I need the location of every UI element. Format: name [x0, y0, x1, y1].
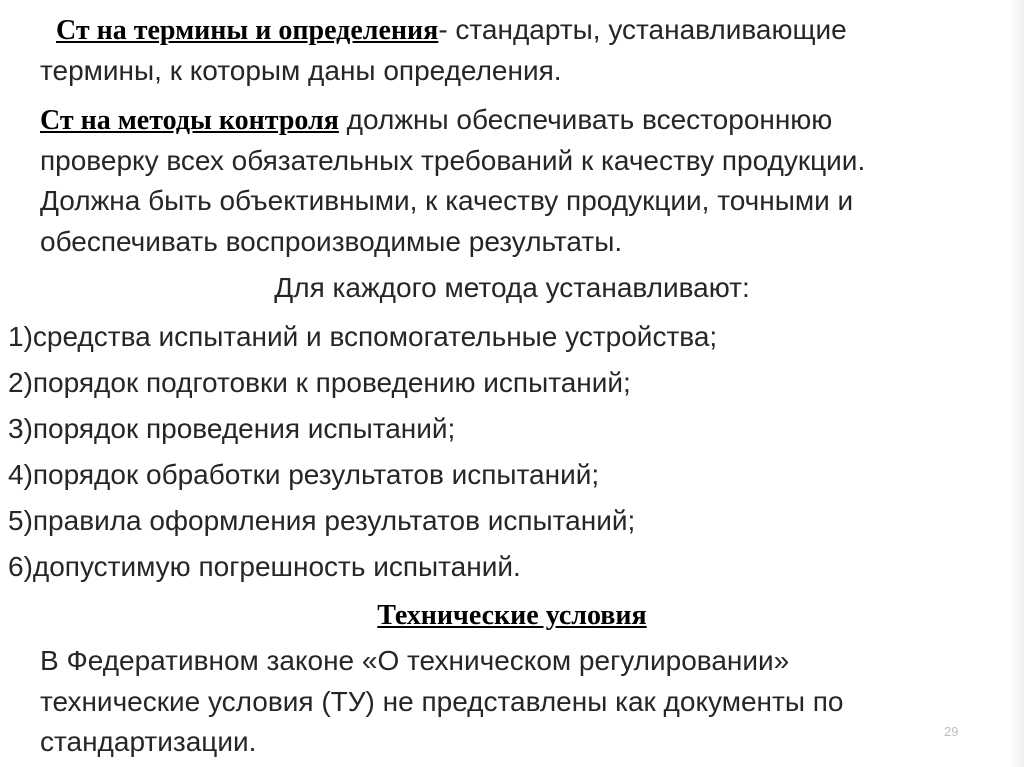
paragraph-methods-line-3: Должна быть объективными, к качеству продукции, точными и	[40, 185, 854, 216]
paragraph-methods-line-1	[40, 102, 832, 139]
page-number: 29	[944, 724, 959, 739]
terms-definition-text: - стандарты, устанавливающие	[438, 14, 847, 45]
list-item: 6)допустимую погрешность испытаний.	[8, 551, 521, 582]
right-edge-shadow	[1010, 0, 1024, 767]
paragraph-terms-line-2: термины, к которым даны определения.	[40, 55, 562, 86]
term-control-methods: Ст на методы контроля	[40, 105, 339, 136]
methods-definition-text: должны обеспечивать всестороннюю	[338, 104, 833, 135]
paragraph-tu-line-3: стандартизации.	[40, 726, 257, 757]
list-item: 1)средства испытаний и вспомогательные устройства;	[8, 321, 718, 352]
list-heading: Для каждого метода устанавливают:	[274, 272, 750, 303]
paragraph-tu-line-2: технические условия (ТУ) не представлены как документы по	[40, 686, 844, 717]
paragraph-tu-line-1: В Федеративном законе «О техническом регулировании»	[40, 645, 790, 676]
paragraph-terms-line-1	[56, 12, 847, 49]
paragraph-methods-line-4: обеспечивать воспроизводимые результаты.	[40, 226, 623, 257]
list-item: 2)порядок подготовки к проведению испытаний;	[8, 367, 631, 398]
paragraph-methods-line-2: проверку всех обязательных требований к качеству продукции.	[40, 145, 866, 176]
list-item: 3)порядок проведения испытаний;	[8, 413, 456, 444]
term-terms-definitions: Ст на термины и определения	[56, 15, 439, 46]
list-item: 5)правила оформления результатов испытаний;	[8, 505, 636, 536]
list-item: 4)порядок обработки результатов испытаний;	[8, 459, 600, 490]
section-title: Технические условия	[377, 600, 647, 631]
